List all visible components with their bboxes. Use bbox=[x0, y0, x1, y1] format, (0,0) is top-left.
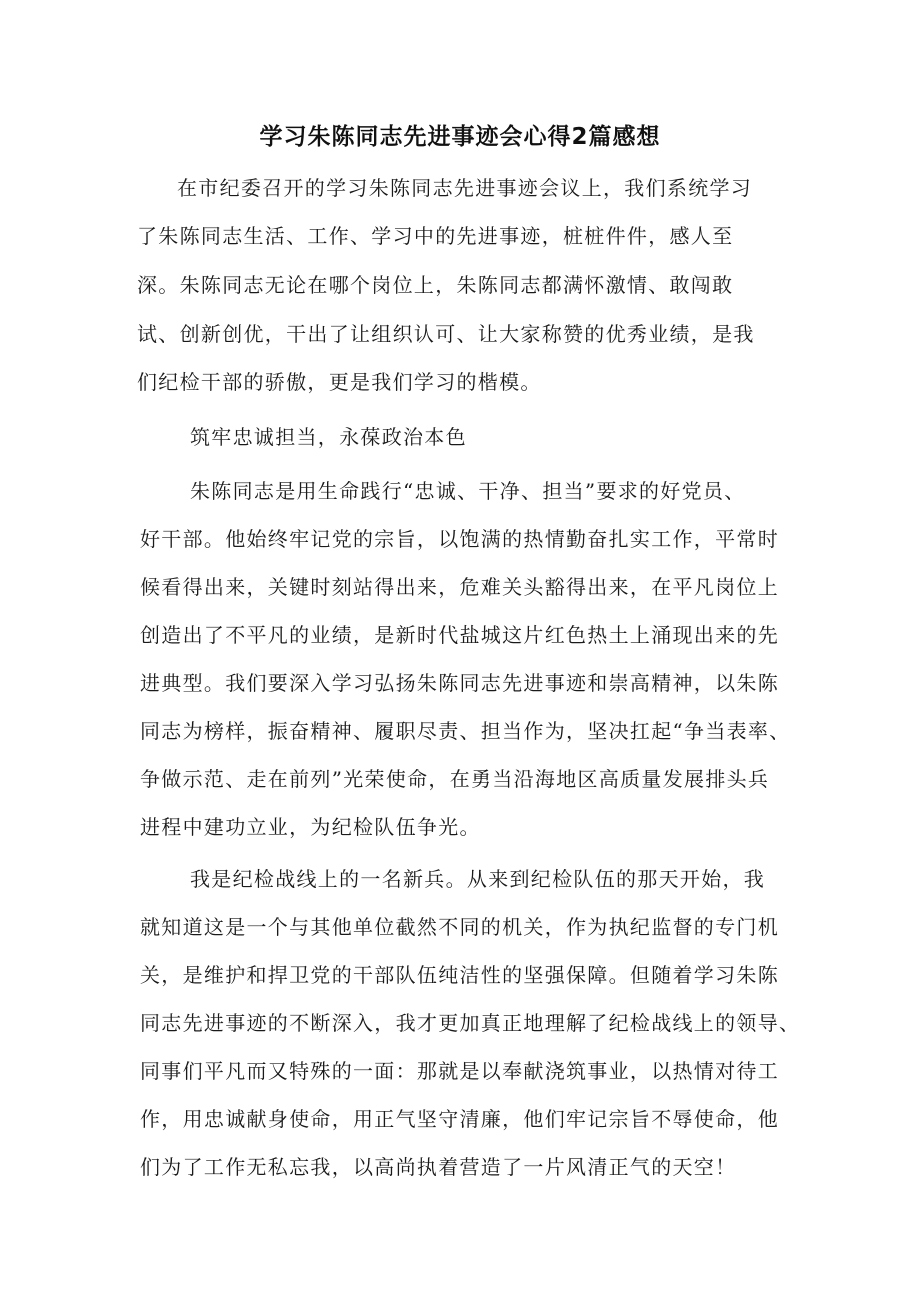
paragraph-3-line-2: 就知道这是一个与其他单位截然不同的机关，作为执纪监督的专门机 bbox=[140, 915, 779, 939]
paragraph-2-line-8: 进程中建功立业，为纪检队伍争光。 bbox=[140, 815, 481, 839]
paragraph-2-line-4: 创造出了不平凡的业绩，是新时代盐城这片红色热土上涌现出来的先 bbox=[140, 623, 779, 647]
document-title: 学习朱陈同志先进事迹会心得2篇感想 bbox=[259, 124, 661, 150]
paragraph-1-line-1: 在市纪委召开的学习朱陈同志先进事迹会议上，我们系统学习 bbox=[177, 176, 753, 200]
paragraph-2-line-2: 好干部。他始终牢记党的宗旨，以饱满的热情勤奋扎实工作，平常时 bbox=[140, 527, 779, 551]
paragraph-2-line-3: 候看得出来，关键时刻站得出来，危难关头豁得出来，在平凡岗位上 bbox=[140, 575, 779, 599]
paragraph-3-line-7: 们为了工作无私忘我，以高尚执着营造了一片风清正气的天空！ bbox=[140, 1155, 737, 1179]
paragraph-3-line-1: 我是纪检战线上的一名新兵。从来到纪检队伍的那天开始，我 bbox=[190, 867, 766, 891]
paragraph-3-line-3: 关，是维护和捍卫党的干部队伍纯洁性的坚强保障。但随着学习朱陈 bbox=[140, 963, 779, 987]
paragraph-1-line-2: 了朱陈同志生活、工作、学习中的先进事迹，桩桩件件，感人至 bbox=[137, 224, 734, 248]
paragraph-3-line-5: 同事们平凡而又特殊的一面：那就是以奉献浇筑事业，以热情对待工 bbox=[140, 1059, 779, 1083]
paragraph-2-line-1: 朱陈同志是用生命践行“忠诚、干净、担当”要求的好党员、 bbox=[190, 479, 746, 503]
paragraph-1-line-5: 们纪检干部的骄傲，更是我们学习的楷模。 bbox=[137, 370, 542, 394]
paragraph-1-line-3: 深。朱陈同志无论在哪个岗位上，朱陈同志都满怀激情、敢闯敢 bbox=[137, 273, 734, 297]
paragraph-2-line-5: 进典型。我们要深入学习弘扬朱陈同志先进事迹和崇高精神，以朱陈 bbox=[140, 671, 779, 695]
paragraph-2-line-6: 同志为榜样，振奋精神、履职尽责、担当作为，坚决扛起“争当表率、 bbox=[140, 719, 791, 743]
paragraph-3-line-4: 同志先进事迹的不断深入，我才更加真正地理解了纪检战线上的领导、 bbox=[140, 1011, 801, 1035]
section-heading: 筑牢忠诚担当，永葆政治本色 bbox=[190, 425, 467, 449]
paragraph-3-line-6: 作，用忠诚献身使命，用正气坚守清廉，他们牢记宗旨不辱使命，他 bbox=[140, 1107, 779, 1131]
paragraph-1-line-4: 试、创新创优，干出了让组织认可、让大家称赞的优秀业绩，是我 bbox=[137, 322, 755, 346]
paragraph-2-line-7: 争做示范、走在前列”光荣使命，在勇当沿海地区高质量发展排头兵 bbox=[140, 767, 770, 791]
